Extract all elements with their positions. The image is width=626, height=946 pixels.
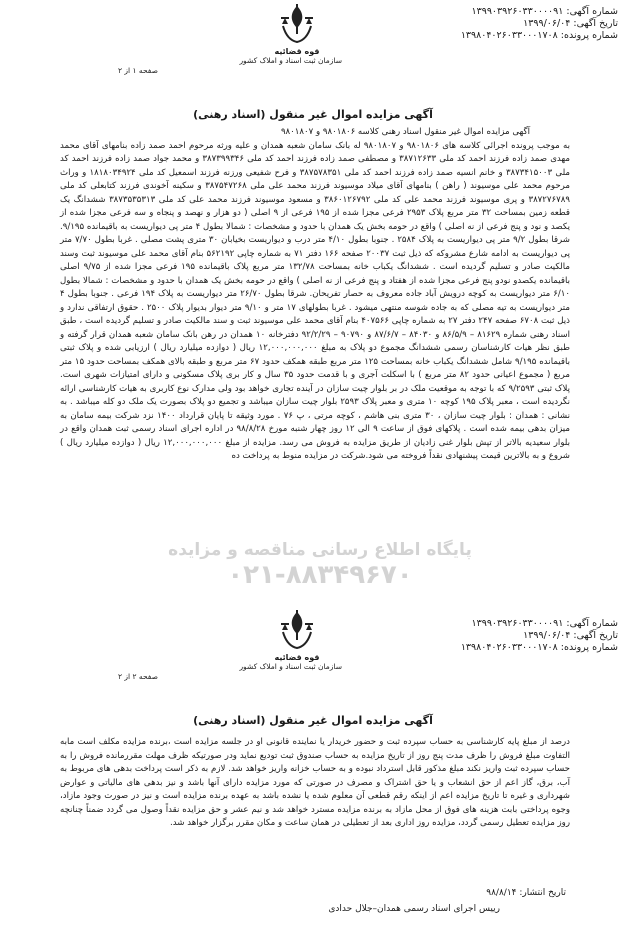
page-label: صفحه ۲ از ۲: [118, 672, 158, 681]
org-sub-name: سازمان ثبت اسناد و املاک کشور: [239, 56, 342, 65]
signature-line: رییس اجرای اسناد رسمی همدان–جلال حدادی: [328, 904, 500, 914]
notice-meta-block: [461, 618, 618, 654]
notice-meta-block: [461, 6, 618, 42]
notice-intro: آگهی مزایده اموال غیر منقول اسناد رهنی کلاسه ۹۸۰۱۸۰۶ و ۹۸۰۱۸۰۷: [280, 127, 530, 137]
ad-number: شماره آگهی: ۱۳۹۹۰۳۹۲۶۰۳۳۰۰۰۰۹۱: [471, 618, 618, 629]
org-name: قوه قضائیه: [274, 47, 320, 56]
ad-number: شماره آگهی: ۱۳۹۹۰۳۹۲۶۰۳۳۰۰۰۰۹۱: [471, 6, 618, 17]
page-label: صفحه ۱ از ۲: [118, 66, 158, 75]
notice-paragraph: درصد از مبلغ پایه کارشناسی به حساب سپرده ثبت و حضور خریدار یا نماینده قانونی او در جلسه مزایده است ،برنده مزایده مکلف است مابه التفاوت مبلغ فروش را ظرف مدت پنج روز از تاریخ مزایده به حساب صندوق ثبت تودیع نماید ودر صورتیکه ظرف مهلت مقررمانده فروش را به حساب سپرده ثبت واریز نکند مبلغ مذکور قابل استرداد نبوده و به حساب خزانه واریز خواهد شد. لازم به ذکر است پرداخت بدهی های مربوط به آب، برق، گاز اعم از حق انشعاب و یا حق اشتراک و مصرف در صورتی که مورد مزایده دارای آنها باشد و نیز بدهی های مالیاتی و عوارض شهرداری و غیره تا تاریخ مزایده اعم از اینکه رقم قطعی آن معلوم شده یا نشده باشد به عهده برنده مزایده است و نیز در صورت وجود مازاد، وجوه پرداختی بابت هزینه های فوق از محل مازاد به برنده مزایده مسترد خواهد شد و نیم عشر و حق مزایده نقداً وصول می گردد ضمناً چنانچه روز مزایده تعطیل رسمی گردد، مزایده روز اداری بعد از تعطیلی در همان ساعت و مکان مقرر برگزار خواهد شد.: [60, 737, 570, 828]
case-number: شماره پرونده: ۱۳۹۸۰۴۰۲۶۰۳۳۰۰۰۱۷۰۸: [460, 30, 618, 41]
judiciary-emblem-icon: [277, 2, 317, 46]
notice-page-2: [0, 590, 626, 946]
ad-date: تاریخ آگهی: ۱۳۹۹/۰۶/۰۴: [523, 630, 618, 641]
judiciary-emblem: [239, 2, 342, 65]
ad-date: تاریخ آگهی: ۱۳۹۹/۰۶/۰۴: [523, 18, 618, 29]
case-number: شماره پرونده: ۱۳۹۸۰۴۰۲۶۰۳۳۰۰۰۱۷۰۸: [460, 642, 618, 653]
notice-title: آگهی مزایده اموال غیر منقول (اسناد رهنی): [193, 714, 433, 727]
notice-paragraph: به موجب پرونده اجرائی کلاسه های ۹۸۰۱۸۰۶ و ۹۸۰۱۸۰۷ له بانک سامان شعبه همدان و علیه ورثه مرحوم احمد صمد زاده بنامهای آقای محمد مهدی صمد زاده فرزند احمد کد ملی ۳۸۷۱۲۶۳۳ و مصطفی صمد زاده فرزند احمد کد ملی ۳۸۷۳۹۹۳۴۶ و محمد جواد صمد زاده فرزند احمد کد ملی ۳۸۷۳۴۱۵۰۰۳ و خانم انسیه صمد زاده فرزند احمد کد ملی ۳۸۷۵۷۸۳۵۱ و فرح شفیعی ورزنه فرزند اسمعیل کد ملی ۱۸۱۸۰۳۴۹۲۴ و وراث مرحوم محمد علی موسیوند ( راهن ) بنامهای آقای میلاد موسیوند فرزند محمد علی ملی ۳۸۷۵۴۷۲۶۸ و سکینه آخوندی فرزند کتابعلی کد ملی ۳۸۷۲۷۶۷۸۹ و پری موسیوند فرزند محمد علی کد ملی ۳۸۶۰۱۲۶۷۹۲ و مسعود موسیوند فرزند محمد علی کد ملی ۳۸۷۳۵۳۵۳۱۳ ششدانگ یک قطعه زمین بمساحت ۳۲ متر مربع پلاک ۲۹۵۳ فرعی مجزا شده از ۱۹۵ فرعی از ۹ اصلی ( دو هزار و نهصد و پنجاه و سه فرعی مجزا شده از یکصد و نود و پنج فرعی از نه اصلی ) واقع در حومه بخش یک همدان با حدود و مشخصات : شمالا بطول ۴ متر پی دیواریست به باقیمانده ۹/۱۹۵. شرقا بطول ۹/۲ متر پی دیواریست به پلاک ۲۵۸۴ . جنوبا بطول ۴/۱۰ متر درب و دیواریست بخیابان ۳۰ متری پشت مصلی . غربا بطول ۷/۷۰ متر پی دیواریست به ادامه شارع مشروکه که ذیل ثبت ۲۰۰۳۷ صفحه ۱۶۶ دفتر ۷۱ به شماره چاپی ۵۶۲۱۹۲ بنام آقای محمد علی موسیوند ثبت وسند مالکیت صادر و تسلیم گردیده است . ششدانگ یکباب خانه بمساحت ۱۳۲/۷۸ متر مربع پلاک باقیمانده ۱۹۵ فرعی مجزا شده از ۹/۷۵ اصلی باقیمانده یکصدو نودو پنج فرعی مجزا شده از هفتاد و پنج فرعی از نه اصلی ) واقع در حومه بخش یک همدان با حدود و مشخصات : شمالا بطول ۶/۱۰ متر دیواریست به کوچه درویش آباد جاده معروف به حصار تفریحان. شرقا بطول ۲۶/۷۰ متر دیواریست به پلاک ۱۹۴ فرعی . جنوبا بطول ۴ متر دیواریست به تیه مصلی که به جاده شوسه منتهی میشود . غربا بطولهای ۱۷ متر و ۹/۱۰ متر دیوار بدیوار پلاک ۲۵۰۰ . حقوق ارتفاقی ندارد و ذیل ثبت ۶۷۰۸ صفحه ۲۴۷ دفتر ۲۷ به شماره چاپی ۴۰۷۵۶۶ بنام آقای محمد علی موسیوند ثبت و سند مالکیت صادر و تسلیم گردیده است ، طبق اسناد رهنی شماره ۸۱۶۲۹ – ۸۶/۵/۹ و ۸۴۰۳۰ – ۸۷/۶/۷ و ۹۰۷۹۰ – ۹۲/۲/۲۹ دفترخانه ۱۰ همدان در رهن بانک سامان شعبه همدان قرار گرفته و طبق نظر هیات کارشناسان رسمی ششدانگ مجموع دو پلاک به مبلغ ۱۲,۰۰۰,۰۰۰,۰۰۰ ریال ( دوازده میلیارد ریال ) ارزیابی شده و پلاک ثبتی باقیمانده ۹/۱۹۵ شامل ششدانگ یکباب خانه بمساحت ۱۲۵ متر مربع طبقه همکف حدود ۶۷ متر مربع و طبقه بالای همکف بمساحت حدود ۱۵ متر مربع ( مجموع اعیانی حدود ۸۲ متر مربع ) با اسکلت آجری و با قدمت حدود ۳۵ سال و کار بری پلاک مسکونی و دارای امتیازات شهری است. پلاک ثبتی ۹/۲۵۹۳ که با توجه به موقعیت ملک در بر بلوار چیت سازان در آینده تجاری خواهد بود ولی مدارک نوع کاربری به هیات کارشناسی ارائه نگردیده است ، معبر پلاک ۱۹۵ کوچه ۱۰ متری و معبر پلاک ۲۵۹۳ بلوار چیت سازان میباشد و تجمیع دو پلاک بصورت یک ملک دو کله میباشد . به نشانی : همدان : بلوار چیت سازان ، ۳۰ متری بنی هاشم ، کوچه مرتی ، پ ۷۶ . مورد وثیقه تا پایان قرارداد ۱۴۰۰ نزد شرکت بیمه سامان به میزان بدهی بیمه شده است . پلاکهای فوق از ساعت ۹ الی ۱۲ روز چهار شنبه مورخ ۹۸/۸/۲۸ در اداره اجرای اسناد رسمی ثبت همدان واقع در بلوار سعیدیه بالاتر از تپش بلوار غنی زادیان از طریق مزایده به فروش می رسد. مزایده از مبلغ ۱۲,۰۰۰,۰۰۰,۰۰۰ ریال ( دوازده میلیارد ریال ) شروع و به بالاترین قیمت پیشنهادی نقداً فروخته می شود.شرکت در مزایده منوط به پرداخت ده: [60, 140, 571, 461]
org-sub-name: سازمان ثبت اسناد و املاک کشور: [239, 662, 342, 671]
judiciary-emblem: [239, 608, 342, 671]
watermark-site: پایگاه اطلاع رسانی مناقصه و مزایده: [168, 540, 472, 560]
judiciary-emblem-icon: [277, 608, 317, 652]
notice-body: [60, 736, 570, 831]
notice-title: آگهی مزایده اموال غیر منقول (اسناد رهنی): [193, 108, 433, 121]
notice-body: [60, 126, 570, 464]
org-name: قوه قضائیه: [274, 653, 320, 662]
watermark-phone: ۰۲۱-۸۸۳۴۹۶۷۰: [227, 560, 413, 590]
publish-date: تاریخ انتشار: ۹۸/۸/۱۴: [486, 888, 566, 898]
